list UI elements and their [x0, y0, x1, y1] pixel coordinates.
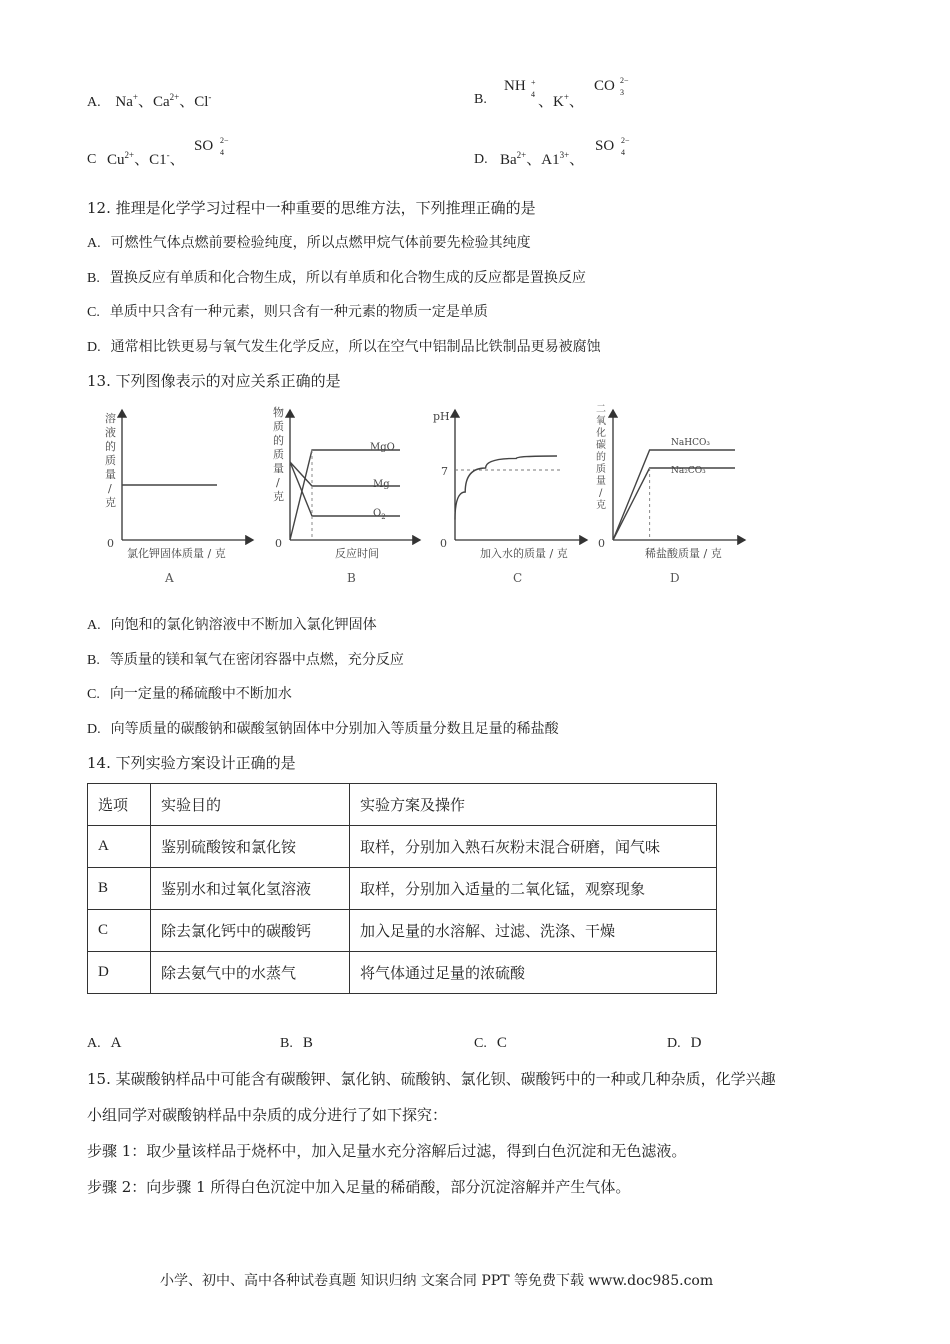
- q12-option-a: A. 可燃性气体点燃前要检验纯度，所以点燃甲烷气体前要先检验其纯度: [87, 235, 531, 251]
- svg-text:质: 质: [105, 454, 116, 467]
- chart-b-ylabel: [273, 405, 284, 503]
- table-cell: D: [88, 952, 151, 994]
- svg-text:质: 质: [273, 420, 284, 433]
- carbonate-ion: CO 2− 3: [594, 76, 629, 97]
- svg-text:的: 的: [273, 434, 284, 447]
- svg-text:的: 的: [596, 452, 606, 463]
- chart-a: [105, 410, 253, 585]
- chart-d-caption: D: [670, 571, 680, 585]
- chart-b-caption: B: [347, 571, 356, 585]
- chart-a-origin: 0: [107, 537, 114, 550]
- svg-text:量: 量: [105, 468, 116, 481]
- svg-text:量: 量: [273, 462, 284, 475]
- q11-option-a: A. Na+、$Ca^{2+}$、Cl-: [87, 92, 212, 110]
- q14-answer-b: B. B: [280, 1035, 313, 1051]
- svg-text:克: 克: [273, 490, 284, 503]
- table-header-cell: 选项: [88, 784, 151, 826]
- table-cell: 除去氨气中的水蒸气: [151, 952, 350, 994]
- legend-nahco3: NaHCO₃: [671, 438, 710, 448]
- table-header-cell: 实验方案及操作: [350, 784, 717, 826]
- svg-text:/: /: [108, 482, 112, 495]
- svg-text:质: 质: [596, 464, 606, 475]
- page-footer: 小学、初中、高中各种试卷真题 知识归纳 文案合同 PPT 等免费下载 www.doc985.com: [160, 1273, 714, 1289]
- q14-answer-a: A. A: [87, 1035, 122, 1051]
- chart-a-caption: A: [165, 571, 174, 585]
- chart-a-xlabel: 氯化钾固体质量 / 克: [127, 547, 226, 560]
- chart-c-origin: 0: [440, 537, 447, 550]
- chart-c-caption: C: [513, 571, 523, 585]
- q13-option-c: C. 向一定量的稀硫酸中不断加水: [87, 686, 292, 702]
- chart-d-series: [613, 450, 735, 540]
- legend-mg: Mg: [373, 479, 390, 490]
- ion-list: Na+、$Ca^{2+}$、Cl-: [115, 92, 212, 110]
- chart-c-xlabel: 加入水的质量 / 克: [480, 547, 568, 560]
- series-line-NaHCO₃: [613, 450, 735, 540]
- svg-text:的: 的: [105, 440, 116, 453]
- svg-text:克: 克: [596, 500, 606, 511]
- svg-text:二: 二: [596, 404, 606, 415]
- svg-text:化: 化: [596, 428, 606, 439]
- q15-stem-line1: 15. 某碳酸钠样品中可能含有碳酸钾、氯化钠、硫酸钠、氯化钡、碳酸钙中的一种或几种杂质，化学兴趣: [87, 1070, 776, 1088]
- table-cell: A: [88, 826, 151, 868]
- series-line: [455, 456, 557, 520]
- table-cell: 取样，分别加入熟石灰粉末混合研磨，闻气味: [350, 826, 717, 868]
- table-cell: 取样，分别加入适量的二氧化锰，观察现象: [350, 868, 717, 910]
- series-line-Na₂CO₃: [613, 468, 735, 540]
- table-header-cell: 实验目的: [151, 784, 350, 826]
- chart-d-ylabel: [596, 404, 606, 511]
- chart-a-ylabel: [105, 411, 116, 509]
- legend-mgo: MgO: [370, 442, 395, 453]
- svg-text:质: 质: [273, 448, 284, 461]
- chart-c: [433, 410, 587, 585]
- q15-step1: 步骤 1：取少量该样品于烧杯中，加入足量水充分溶解后过滤，得到白色沉淀和无色滤液。: [87, 1142, 687, 1160]
- chart-b-series: [290, 450, 400, 540]
- svg-text:液: 液: [105, 426, 116, 439]
- q14-answer-d: D. D: [667, 1035, 702, 1051]
- svg-text:物: 物: [273, 406, 284, 419]
- table-cell: 鉴别水和过氧化氢溶液: [151, 868, 350, 910]
- svg-text:/: /: [599, 488, 603, 499]
- svg-text:量: 量: [596, 476, 606, 487]
- table-cell: 除去氯化钙中的碳酸钙: [151, 910, 350, 952]
- chart-b: [273, 405, 420, 585]
- table-cell: B: [88, 868, 151, 910]
- legend-na2co3: Na₂CO₃: [671, 466, 706, 476]
- ammonium-ion: NH + 4: [504, 78, 536, 99]
- q13-option-b: B. 等质量的镁和氧气在密闭容器中点燃，充分反应: [87, 652, 404, 668]
- q14-stem: 14. 下列实验方案设计正确的是: [87, 754, 296, 772]
- q15-step2: 步骤 2：向步骤 1 所得白色沉淀中加入足量的稀硝酸，部分沉淀溶解并产生气体。: [87, 1178, 631, 1196]
- q14-table: [87, 783, 717, 994]
- q12-option-c: C. 单质中只含有一种元素，则只含有一种元素的物质一定是单质: [87, 304, 488, 320]
- q15-stem-line2: 小组同学对碳酸钠样品中杂质的成分进行了如下探究：: [87, 1106, 448, 1124]
- table-cell: 将气体通过足量的浓硫酸: [350, 952, 717, 994]
- chart-d-origin: 0: [598, 537, 605, 550]
- table-cell: 加入足量的水溶解、过滤、洗涤、干燥: [350, 910, 717, 952]
- table-cell: 鉴别硫酸铵和氯化铵: [151, 826, 350, 868]
- series-line-MgO: [290, 450, 400, 540]
- q14-answer-c: C. C: [474, 1035, 507, 1051]
- svg-text:氧: 氧: [596, 416, 606, 427]
- table-header-row: [88, 784, 717, 826]
- table-row: [88, 826, 717, 868]
- q13-option-a: A. 向饱和的氯化钠溶液中不断加入氯化钾固体: [87, 617, 377, 633]
- chart-d: [596, 404, 745, 585]
- table-cell: C: [88, 910, 151, 952]
- q12-option-d: D. 通常相比铁更易与氧气发生化学反应，所以在空气中铝制品比铁制品更易被腐蚀: [87, 339, 601, 355]
- q12-option-b: B. 置换反应有单质和化合物生成，所以有单质和化合物生成的反应都是置换反应: [87, 270, 586, 286]
- chart-b-origin: 0: [275, 537, 282, 550]
- svg-text:/: /: [276, 476, 280, 489]
- sulfate-ion: SO 2− 4: [194, 136, 229, 157]
- q13-stem: 13. 下列图像表示的对应关系正确的是: [87, 372, 341, 390]
- table-row: [88, 910, 717, 952]
- chart-c-tick-7: 7: [441, 465, 448, 478]
- q12-stem: 12. 推理是化学学习过程中一种重要的思维方法，下列推理正确的是: [87, 199, 536, 217]
- svg-text:碳: 碳: [596, 440, 606, 451]
- svg-text:溶: 溶: [105, 412, 116, 425]
- svg-text:克: 克: [105, 496, 116, 509]
- q13-option-d: D. 向等质量的碳酸钠和碳酸氢钠固体中分别加入等质量分数且足量的稀盐酸: [87, 721, 559, 737]
- table-row: [88, 868, 717, 910]
- chart-c-ylabel: pH: [433, 410, 450, 423]
- q13-graphs: [85, 400, 765, 595]
- chart-c-series: [455, 456, 557, 520]
- table-row: [88, 952, 717, 994]
- chart-d-xlabel: 稀盐酸质量 / 克: [645, 547, 722, 560]
- legend-o2: $O_2$: [373, 508, 386, 521]
- chart-b-xlabel: 反应时间: [335, 547, 379, 560]
- sulfate-ion: SO 2− 4: [595, 136, 630, 157]
